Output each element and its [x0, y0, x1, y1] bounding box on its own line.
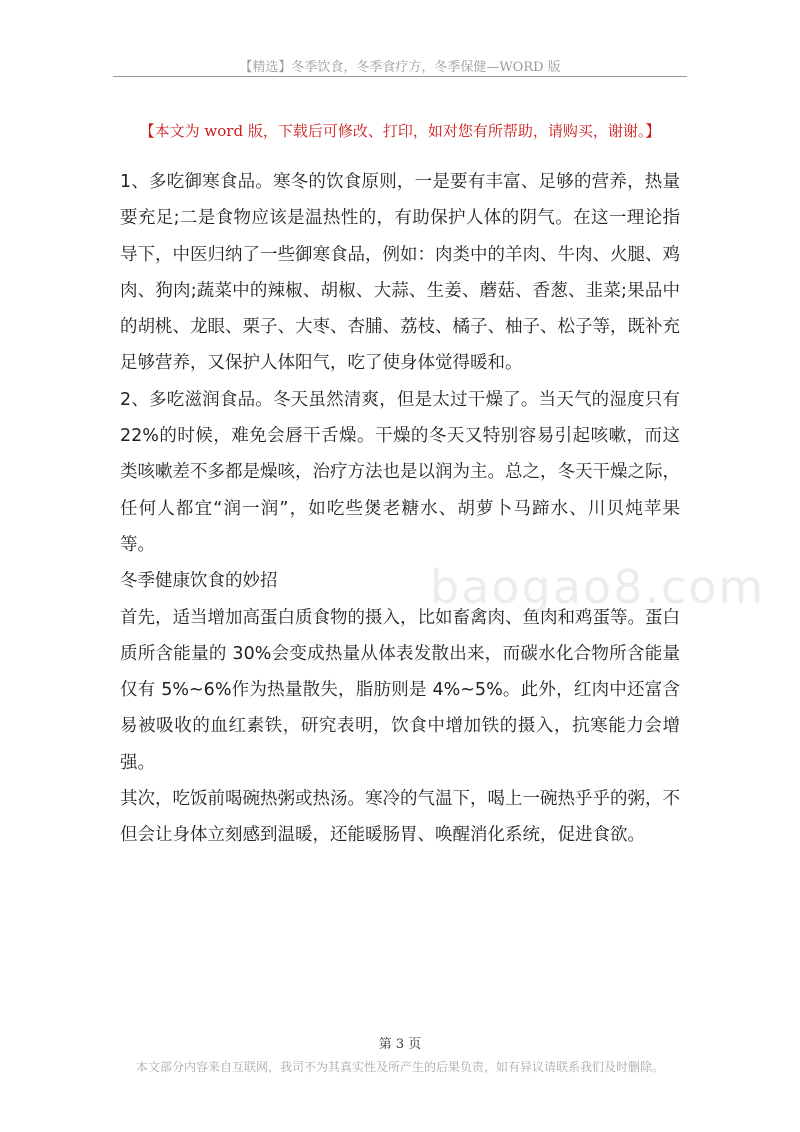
- header-divider: [113, 76, 687, 77]
- watermark: baogao8.com: [430, 560, 766, 614]
- paragraph-hot-porridge: 其次，吃饭前喝碗热粥或热汤。寒冷的气温下，喝上一碗热乎乎的粥，不但会让身体立刻感到温暖，还能暖肠胃、唤醒消化系统，促进食欲。: [120, 789, 680, 846]
- page-number: 第 3 页: [378, 1037, 422, 1052]
- document-body: [120, 164, 680, 854]
- footer-disclaimer: 本文部分内容来自互联网，我司不为其真实性及所产生的后果负责，如有异议请联系我们及时删除。: [135, 1060, 664, 1074]
- paragraph-protein-intake: 首先，适当增加高蛋白质食物的摄入，比如畜禽肉、鱼肉和鸡蛋等。蛋白质所含能量的 30%会变成热量从体表发散出来，而碳水化合物所含能量仅有 5%~6%作为热量散失，脂肪则是 4%~5%。此外，红肉中还富含易被吸收的血红素铁，研究表明，饮食中增加铁的摄入，抗寒能力会增强。: [120, 607, 680, 773]
- word-version-notice: 【本文为 word 版，下载后可修改、打印，如对您有所帮助，请购买，谢谢。】: [139, 122, 661, 140]
- paragraph-moisturizing-foods: 2、多吃滋润食品。冬天虽然清爽，但是太过干燥了。当天气的湿度只有 22%的时候，难免会唇干舌燥。干燥的冬天又特别容易引起咳嗽，而这类咳嗽差不多都是燥咳，治疗方法也是以润为主。总之，冬天干燥之际，任何人都宜“润一润”，如吃些煲老糖水、胡萝卜马蹄水、川贝炖苹果等。: [120, 389, 680, 555]
- section-heading: 冬季健康饮食的妙招: [120, 571, 278, 592]
- page-header-title: 【精选】冬季饮食，冬季食疗方，冬季保健—WORD 版: [239, 60, 561, 75]
- paragraph-cold-resistant-foods: 1、多吃御寒食品。寒冬的饮食原则，一是要有丰富、足够的营养，热量要充足;二是食物应该是温热性的，有助保护人体的阴气。在这一理论指导下，中医归纳了一些御寒食品，例如：肉类中的羊肉、牛肉、火腿、鸡肉、狗肉;蔬菜中的辣椒、胡椒、大蒜、生姜、蘑菇、香葱、韭菜;果品中的胡桃、龙眼、栗子、大枣、杏脯、荔枝、橘子、柚子、松子等，既补充足够营养，又保护人体阳气，吃了使身体觉得暖和。: [120, 172, 680, 374]
